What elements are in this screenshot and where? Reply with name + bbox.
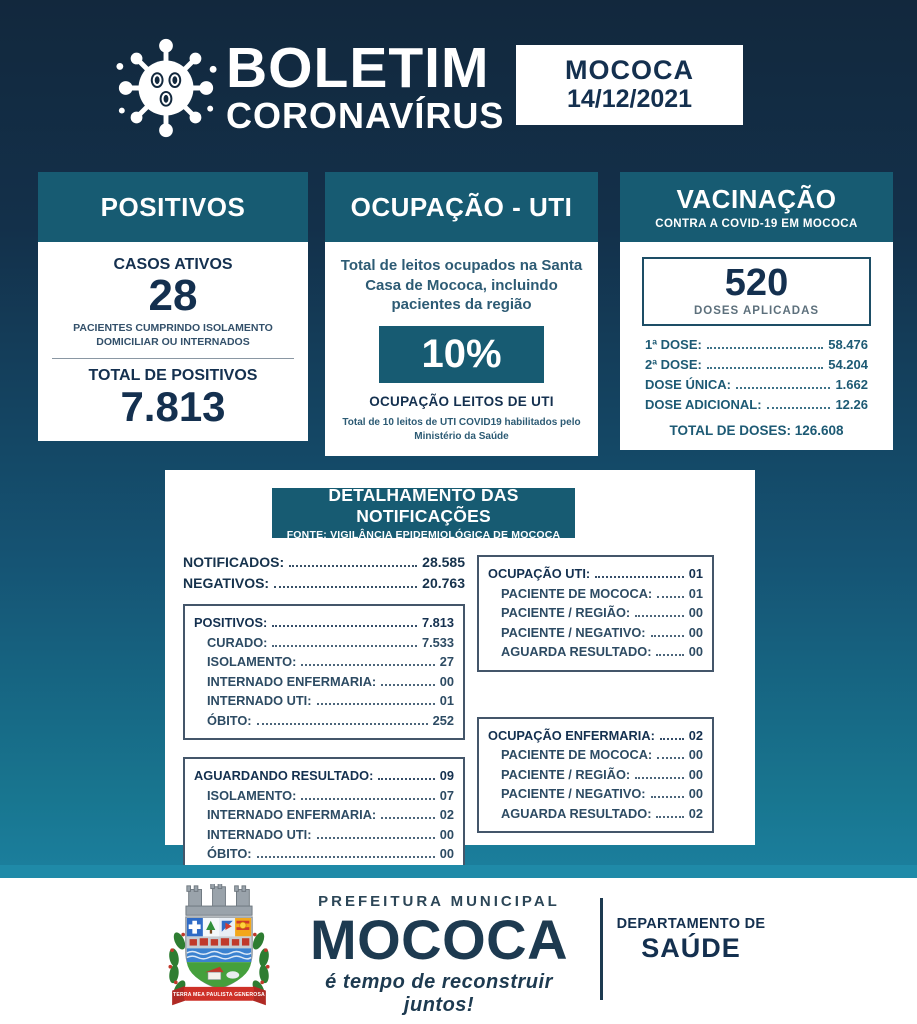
dot-leader [317,837,435,839]
row-value: 01 [688,585,703,601]
positivos-card-body [38,242,308,441]
dose-label: 1ª DOSE: [645,336,702,352]
detail-row [488,584,703,604]
detail-row [194,633,454,653]
dose-label: DOSE ADICIONAL: [645,396,762,412]
department-label: DEPARTAMENTO DE [616,916,766,932]
dose-value: 58.476 [828,336,868,352]
total-doses-label: TOTAL DE DOSES: [669,422,791,438]
row-label: PACIENTE / REGIÃO: [501,766,631,782]
row-value: 00 [688,766,703,782]
vaccination-card-title: VACINAÇÃO [676,184,837,214]
doses-applied-label: DOSES APLICADAS [693,304,820,317]
summary-label: NOTIFICADOS: [183,554,285,570]
uti-note: Total de 10 leitos de UTI COVID19 habilitados pelo Ministério da Saúde [342,416,581,442]
row-label: INTERNADO ENFERMARIA: [207,807,377,822]
dose-row [645,375,868,395]
detail-row [488,603,703,623]
dot-leader [707,367,823,369]
dot-leader [257,723,428,725]
dot-leader [378,778,434,780]
dot-leader [301,664,434,666]
row-label: AGUARDA RESULTADO: [501,805,652,821]
uti-card-header [325,172,598,242]
detail-row [194,805,454,825]
dot-leader [381,817,435,819]
row-label: OCUPAÇÃO ENFERMARIA: [488,727,655,743]
uti-description: Total de leitos ocupados na Santa Casa de Mococa, incluindo pacientes da região [340,257,583,313]
dot-leader [301,798,434,800]
dot-leader [317,703,435,705]
positivos-detail-box [183,604,465,740]
dot-leader [657,757,684,759]
row-value: 00 [688,624,703,640]
dose-value: 1.662 [835,376,868,392]
footer-accent-bar [0,865,917,878]
dot-leader [656,816,683,818]
prefeitura-slogan: é tempo de reconstruir juntos! [325,971,553,1017]
divider [52,358,294,359]
detail-row-header [194,613,454,633]
detail-row [194,672,454,692]
summary-row [183,573,465,594]
bulletin-date: 14/12/2021 [566,85,693,114]
row-value: 00 [439,826,454,842]
row-label: PACIENTE / NEGATIVO: [501,624,646,640]
notifications-detail-card [165,470,755,861]
row-label: CURADO: [207,634,268,650]
bulletin-title-line2: CORONAVÍRUS [226,95,505,136]
dot-leader [272,645,417,647]
dose-row [645,355,868,375]
detail-row [194,652,454,672]
dose-row [645,395,868,415]
row-label: PACIENTE DE MOCOCA: [501,747,653,762]
dot-leader [635,615,684,617]
row-label: ISOLAMENTO: [207,654,297,669]
uti-percent-value: 10% [421,331,502,376]
active-cases-label: CASOS ATIVOS [113,256,233,273]
dot-leader [272,625,417,627]
dot-leader [660,738,684,740]
detail-row [488,623,703,643]
vaccination-card-subtitle: CONTRA A COVID-19 EM MOCOCA [655,218,858,230]
row-label: AGUARDA RESULTADO: [501,644,652,659]
crest-motto: TERRA MEA PAULISTA GENEROSA [173,992,265,999]
dot-leader [257,856,435,858]
row-label: POSITIVOS: [194,615,268,630]
detail-row [488,765,703,785]
dot-leader [274,586,417,588]
summary-value: 28.585 [422,554,465,570]
dot-leader [767,407,831,409]
dot-leader [656,654,683,656]
row-value: 00 [688,747,703,762]
footer [0,878,917,1024]
detail-row-header [194,766,454,786]
dose-list [630,335,883,415]
city-name: MOCOCA [565,55,694,86]
row-label: OCUPAÇÃO UTI: [488,566,591,581]
row-label: PACIENTE / REGIÃO: [501,605,631,620]
detail-row [488,784,703,804]
detail-row-header [488,564,703,584]
positivos-card [38,172,308,441]
uti-occupancy-card [325,172,598,456]
total-doses [630,423,883,438]
summary-value: 20.763 [422,575,465,591]
row-value: 7.533 [421,634,454,650]
bulletin-title [226,36,505,136]
row-value: 00 [688,786,703,801]
dot-leader [651,635,684,637]
doses-applied-value: 520 [724,262,789,304]
prefeitura-label: PREFEITURA MUNICIPAL [318,893,560,910]
uti-card-body [325,242,598,456]
uti-card-title: OCUPAÇÃO - UTI [350,191,573,222]
vaccination-card-body [620,242,893,450]
coronavirus-icon [112,34,220,142]
total-positives-label: TOTAL DE POSITIVOS [88,367,258,385]
detail-right-column [477,555,714,833]
row-label: AGUARDANDO RESULTADO: [194,768,374,783]
dose-value: 54.204 [828,356,868,372]
dot-leader [736,387,831,389]
detail-row [488,745,703,765]
row-label: INTERNADO UTI: [207,826,312,842]
row-value: 00 [688,605,703,620]
row-value: 00 [439,673,454,689]
vaccination-card-header [620,172,893,242]
dot-leader [289,565,417,567]
row-value: 07 [439,787,454,803]
row-value: 02 [688,727,703,743]
detail-title: DETALHAMENTO DAS NOTIFICAÇÕES [328,485,519,526]
detail-row [488,642,703,662]
summary-row [183,552,465,573]
vaccination-card [620,172,893,450]
row-label: PACIENTE / NEGATIVO: [501,786,646,801]
row-value: 27 [439,654,454,669]
uti-percent-label: OCUPAÇÃO LEITOS DE UTI [369,393,554,409]
total-positives-value: 7.813 [120,383,226,431]
department-name: SAÚDE [641,933,741,963]
positivos-card-header [38,172,308,242]
dot-leader [595,576,684,578]
detail-row [194,786,454,806]
dot-leader [381,684,435,686]
active-cases-description: PACIENTES CUMPRINDO ISOLAMENTO DOMICILIAR OU INTERNADOS [73,322,273,349]
row-value: 00 [688,644,703,659]
row-label: ISOLAMENTO: [207,787,297,803]
dose-label: DOSE ÚNICA: [645,376,731,392]
dose-row [645,335,868,355]
uti-occupancy-detail-box [477,555,714,672]
detail-row [194,711,454,731]
bulletin-title-line1: BOLETIM [226,36,490,100]
dot-leader [707,347,823,349]
row-value: 02 [688,805,703,821]
prefeitura-name: MOCOCA [309,908,569,971]
dose-value: 12.26 [835,396,868,412]
row-value: 02 [439,807,454,822]
dot-leader [635,777,684,779]
detail-row [488,804,703,824]
row-label: PACIENTE DE MOCOCA: [501,585,653,601]
aguardando-detail-box [183,757,465,874]
enfermaria-occupancy-detail-box [477,717,714,834]
city-date-box [516,45,743,125]
doses-applied-box [642,257,871,326]
dot-leader [657,596,684,598]
row-label: INTERNADO UTI: [207,693,312,708]
mococa-coat-of-arms [158,884,280,1020]
detail-left-column [183,552,465,874]
uti-percent-box [379,326,544,383]
detail-title-box [272,485,575,541]
footer-divider [600,898,603,1000]
detail-subtitle: FONTE: VIGILÂNCIA EPIDEMIOLÓGICA DE MOCOCA [286,529,561,541]
detail-row-header [488,726,703,746]
row-value: 01 [688,566,703,581]
footer-org-block [288,893,590,1017]
detail-row [194,691,454,711]
row-value: 7.813 [421,615,454,630]
total-doses-value: 126.608 [794,422,844,438]
detail-row [194,844,454,864]
row-label: INTERNADO ENFERMARIA: [207,673,377,689]
row-label: ÓBITO: [207,846,252,861]
active-cases-value: 28 [148,271,198,320]
detail-row [194,825,454,845]
dose-label: 2ª DOSE: [645,356,702,372]
row-value: 00 [439,846,454,861]
summary-label: NEGATIVOS: [183,575,270,591]
department-block [612,916,770,964]
dot-leader [651,796,684,798]
row-value: 252 [432,712,454,728]
positivos-card-title: POSITIVOS [100,191,246,222]
row-value: 01 [439,693,454,708]
row-value: 09 [439,768,454,783]
row-label: ÓBITO: [207,712,252,728]
